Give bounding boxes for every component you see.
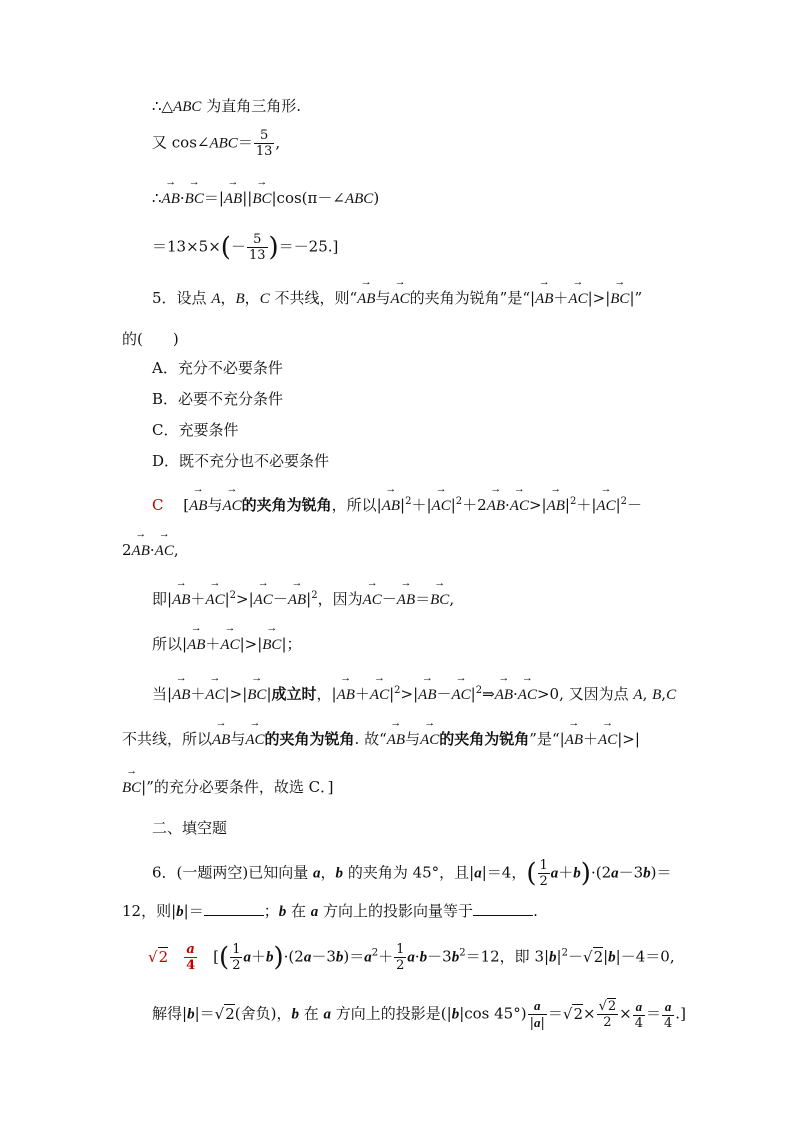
question-5-stem: 5．设点 A，B，C 不共线，则“→ AB与→ AC的夹角为锐角”是“|→ AB＋→ AC|>|→ BC|” [152, 288, 642, 309]
answer-5-line2: 2→ AB·→ AC, [122, 540, 179, 561]
dot-product-result: ＝13×5×(－ $\frac{5}{13}$ )＝－25.] [152, 232, 339, 263]
answer-5-line4: 所以|→ AB＋→ AC|>|→ BC|； [152, 634, 302, 655]
answer-5-line1: C [→ AB与→ AC的夹角为锐角，所以|→ $AB|^2+|\to AC|^2+2\to AB\cdot\to AC>|\to AB|^2+|\to AC|^2-$ [152, 492, 642, 516]
answer-6-line2: 解得|b|＝√2(舍负)，b 在 a 方向上的投影是(|b|cos 45°) $\frac{a}{|a|}$ ＝√2× $\frac{√2}{2}$ × $\frac{a}{4}$ ＝ $\frac{a}{4}$ .] [152, 998, 686, 1031]
answer-5-line7: → BC|”的充分必要条件，故选 C．] [122, 777, 334, 798]
question-6-stem-cont: 12，则|b|＝ ；b 在 a 方向上的投影向量等于 . [122, 902, 538, 920]
question-5-stem-cont: 的( ) [122, 330, 179, 348]
option-b: B．必要不充分条件 [152, 390, 284, 408]
answer-6-blank2: $\frac{a}{4}$ [186, 942, 196, 973]
option-c: C．充要条件 [152, 421, 239, 439]
dot-product-line: ∴→ AB·→ BC＝|→ AB||→ BC|cos(π－∠ABC) [152, 188, 379, 209]
option-d: D．既不充分也不必要条件 [152, 452, 330, 470]
blank-1 [204, 901, 264, 916]
cos-angle-line: 又 cos∠ABC＝ $\frac{5}{13}$ , [152, 128, 281, 159]
answer-5-line6: 不共线，所以→ AB与→ AC的夹角为锐角. 故“→ AB与→ AC的夹角为锐角”是“|→ AB＋→ AC|>| [122, 729, 640, 750]
answer-5-letter: C [152, 496, 164, 514]
cos-fraction: $\frac{5}{13}$ [255, 128, 273, 159]
answer-6-line1: √2 $\frac{a}{4}$ [( $\frac{1}{2}$ $a+b)\cdot(2a-3b)=a^2+$ $\frac{1}{2}$ $a\cdot b-3b^2=12$，即 $3|b|^2-√2|b|-4=0$, [148, 942, 675, 973]
answer-6-blank1: √2 [148, 947, 169, 966]
blank-2 [473, 901, 533, 916]
answer-5-line5: 当|→ AB＋→ AC|>|→ BC|成立时，|→ $AB+\to AC|^2>|\to AB-\to$ $AC|^2\Rightarrow\to AB\cdot\to AC>0$, 又因为点 A, B,C [152, 681, 676, 705]
option-a: A．充分不必要条件 [152, 359, 283, 377]
question-6-stem: 6．(一题两空)已知向量 a，b 的夹角为 45°，且|a|＝4，( $\frac{1}{2}$ a＋b)·(2a－3b)＝ [152, 858, 672, 889]
conclusion-right-triangle: ∴△ABC 为直角三角形. [152, 97, 301, 115]
section-title: 二、填空题 [152, 819, 228, 837]
answer-5-line3: 即|→ $AB+\to AC|^2>|\to AC-\to AB|^2$，因为→ AC－→ AB＝→ BC, [152, 586, 454, 610]
